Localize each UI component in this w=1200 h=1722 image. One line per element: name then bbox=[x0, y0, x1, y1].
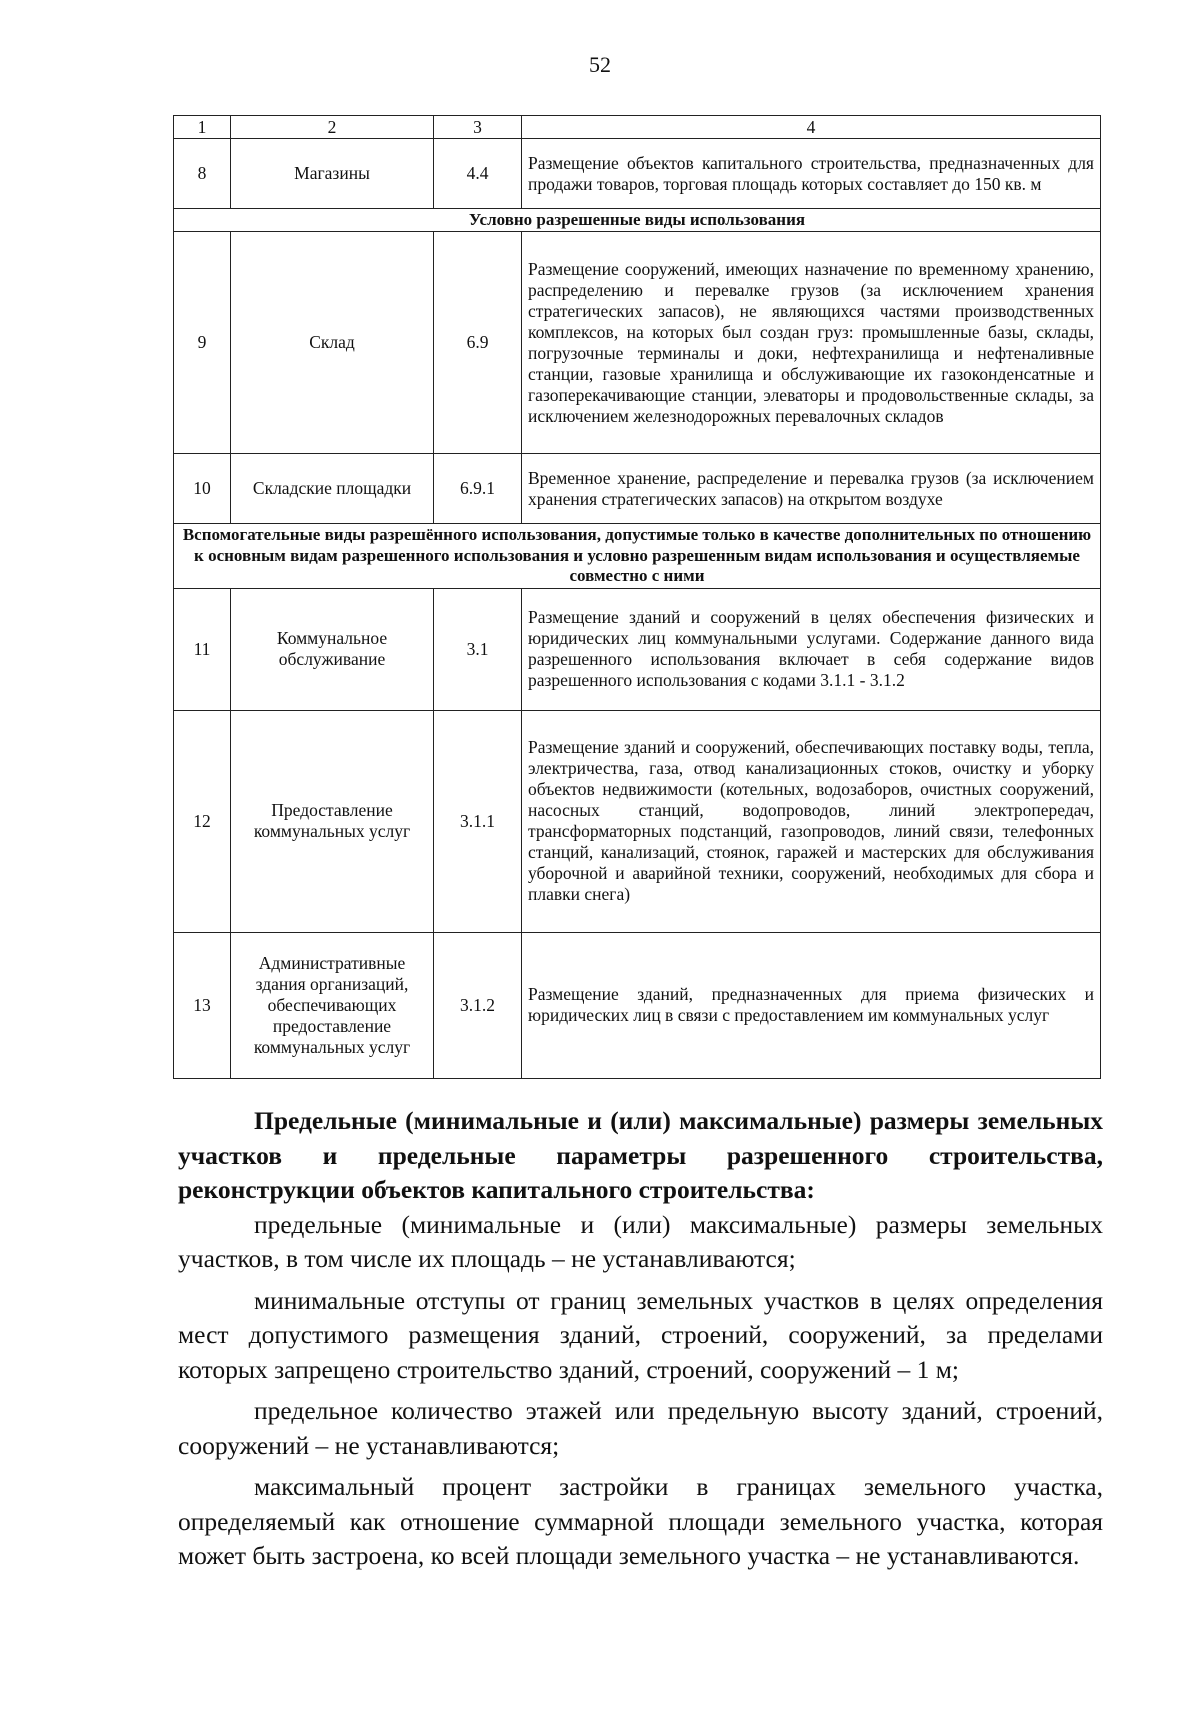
use-type-description: Размещение сооружений, имеющих назначение по временному хранению, распределению и перевалке грузов (за исключением хранения стратегических запасов), не являющихся частями производственных комплексов, на которых был создан груз: промышленные базы, склады, погрузочные терминалы и доки, нефтехранилища и нефтеналивные станции, газовые хранилища и обслуживающие их газоконденсатные и газоперекачивающие станции, элеваторы и продовольственные склады, за исключением железнодорожных перевалочных складов bbox=[522, 232, 1101, 454]
use-type-description: Размещение зданий, предназначенных для приема физических и юридических лиц в связи с предоставлением им коммунальных услуг bbox=[522, 932, 1101, 1078]
paragraph: предельное количество этажей или предельную высоту зданий, строений, сооружений – не устанавливаются; bbox=[178, 1396, 1103, 1460]
paragraph: минимальные отступы от границ земельных участков в целях определения мест допустимого размещения зданий, строений, сооружений, за пределами которых запрещено строительство зданий, строений, сооружений – 1 м; bbox=[178, 1285, 1103, 1384]
row-number: 12 bbox=[174, 710, 231, 932]
land-use-table bbox=[173, 115, 1101, 1079]
page-number: 52 bbox=[589, 52, 611, 77]
section-heading: Вспомогательные виды разрешённого использования, допустимые только в качестве дополнительных по отношению к основным видам разрешенного использования и условно разрешенным видам использования и осуществляемые совместно с ними bbox=[174, 524, 1101, 588]
column-header: 4 bbox=[522, 116, 1101, 139]
use-type-name: Склад bbox=[231, 232, 434, 454]
use-type-code: 6.9 bbox=[434, 232, 522, 454]
table-row bbox=[174, 139, 1101, 209]
row-number: 13 bbox=[174, 932, 231, 1078]
column-header: 1 bbox=[174, 116, 231, 139]
table-row bbox=[174, 454, 1101, 524]
use-type-code: 6.9.1 bbox=[434, 454, 522, 524]
use-type-name: Магазины bbox=[231, 139, 434, 209]
row-number: 11 bbox=[174, 588, 231, 710]
paragraph: максимальный процент застройки в границах земельного участка, определяемый как отношение суммарной площади земельного участка, которая может быть застроена, ко всей площади земельного участка – не устанавливаются. bbox=[178, 1472, 1103, 1570]
paragraph: предельные (минимальные и (или) максимальные) размеры земельных участков, в том числе их площадь – не устанавливаются; bbox=[178, 1209, 1103, 1273]
use-type-code: 3.1.1 bbox=[434, 710, 522, 932]
section-heading: Условно разрешенные виды использования bbox=[174, 209, 1101, 232]
use-type-name: Административные здания организаций, обеспечивающих предоставление коммунальных услуг bbox=[231, 932, 434, 1078]
use-type-code: 4.4 bbox=[434, 139, 522, 209]
section-row bbox=[174, 524, 1101, 588]
use-type-description: Размещение зданий и сооружений в целях обеспечения физических и юридических лиц коммунальными услугами. Содержание данного вида разрешенного использования включает в себя содержание видов разрешенного использования с кодами 3.1.1 - 3.1.2 bbox=[522, 588, 1101, 710]
parameters-section bbox=[178, 1104, 1103, 1574]
column-header: 3 bbox=[434, 116, 522, 139]
column-header: 2 bbox=[231, 116, 434, 139]
table-row bbox=[174, 932, 1101, 1078]
row-number: 8 bbox=[174, 139, 231, 209]
use-type-name: Складские площадки bbox=[231, 454, 434, 524]
row-number: 9 bbox=[174, 232, 231, 454]
use-type-description: Временное хранение, распределение и перевалка грузов (за исключением хранения стратегических запасов) на открытом воздухе bbox=[522, 454, 1101, 524]
section-row bbox=[174, 209, 1101, 232]
use-type-code: 3.1.2 bbox=[434, 932, 522, 1078]
use-type-name: Предоставление коммунальных услуг bbox=[231, 710, 434, 932]
use-type-code: 3.1 bbox=[434, 588, 522, 710]
table-row bbox=[174, 588, 1101, 710]
parameters-heading: Предельные (минимальные и (или) максимальные) размеры земельных участков и предельные параметры разрешенного строительства, реконструкции объектов капитального строительства: bbox=[178, 1106, 1103, 1204]
row-number: 10 bbox=[174, 454, 231, 524]
use-type-name: Коммунальное обслуживание bbox=[231, 588, 434, 710]
use-type-description: Размещение объектов капитального строительства, предназначенных для продажи товаров, торговая площадь которых составляет до 150 кв. м bbox=[522, 139, 1101, 209]
table-row bbox=[174, 710, 1101, 932]
table-row bbox=[174, 232, 1101, 454]
use-type-description: Размещение зданий и сооружений, обеспечивающих поставку воды, тепла, электричества, газа, отвод канализационных стоков, очистку и уборку объектов недвижимости (котельных, водозаборов, очистных сооружений, насосных станций, водопроводов, линий электропередач, трансформаторных подстанций, газопроводов, линий связи, телефонных станций, канализаций, стоянок, гаражей и мастерских для обслуживания уборочной и аварийной техники, сооружений, необходимых для сбора и плавки снега) bbox=[522, 710, 1101, 932]
table-header-row bbox=[174, 116, 1101, 139]
